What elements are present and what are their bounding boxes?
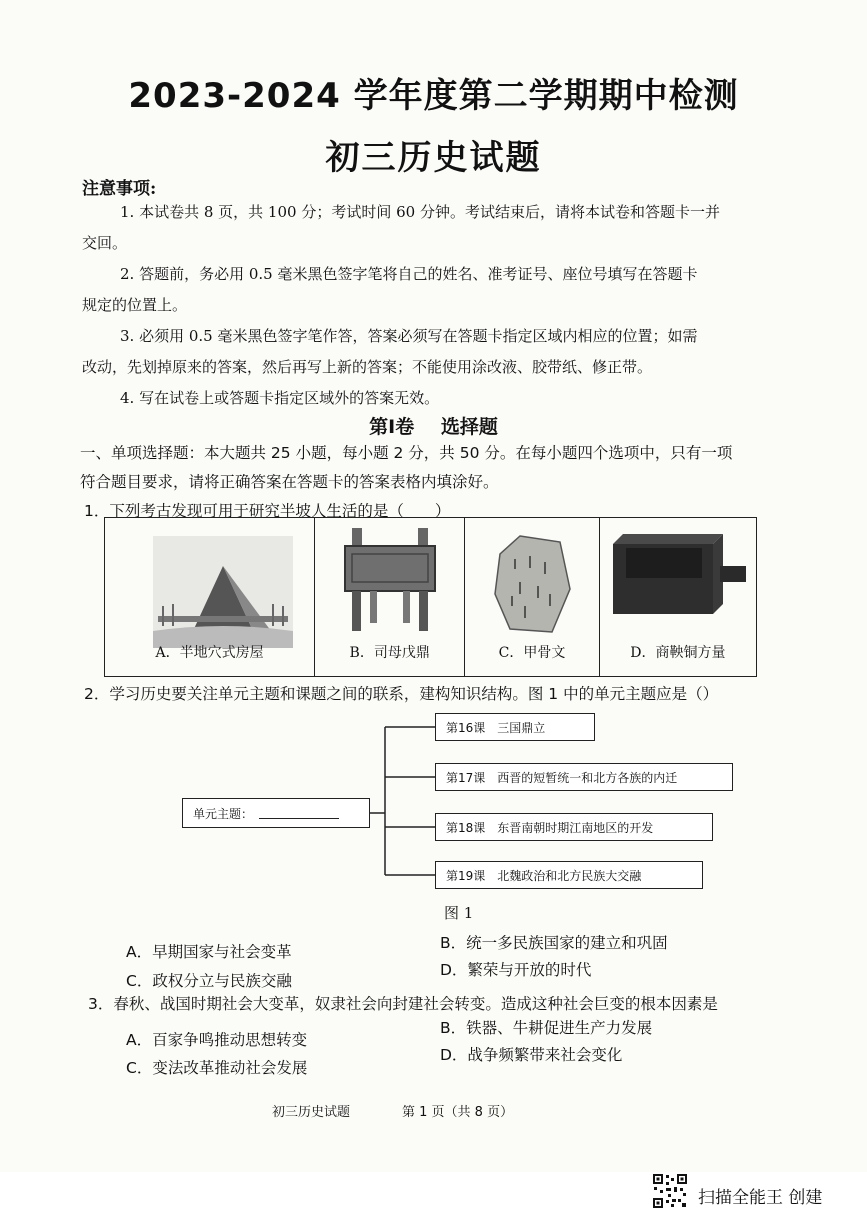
note-line: 4. 写在试卷上或答题卡指定区域外的答案无效。 <box>120 389 440 407</box>
option-d-label: D．商鞅铜方量 <box>630 645 726 661</box>
note-line: 2. 答题前，务必用 0.5 毫米黑色签字笔将自己的姓名、准考证号、座位号填写在答题卡 <box>120 265 698 283</box>
unit-theme-label: 单元主题： <box>193 806 254 821</box>
part-intro: 符合题目要求，请将正确答案在答题卡的答案表格内填涂好。 <box>80 473 499 491</box>
option-a-label: A．半地穴式房屋 <box>155 645 264 661</box>
q3-option-c: C．变法改革推动社会发展 <box>126 1059 308 1077</box>
question-1-stem: 1．下列考古发现可用于研究半坡人生活的是（ ） <box>84 502 451 520</box>
lesson-box: 第16课 三国鼎立 <box>435 713 595 741</box>
question-2-stem: 2．学习历史要关注单元主题和课题之间的联系，建构知识结构。图 1 中的单元主题应是（） <box>84 685 719 703</box>
oracle-bone-image <box>490 534 575 634</box>
footer-subject: 初三历史试题 <box>272 1105 351 1120</box>
question-1-image-table <box>104 517 757 677</box>
section-title: 第Ⅰ卷 选择题 <box>369 416 498 438</box>
pit-house-image <box>153 536 293 648</box>
lesson-box: 第17课 西晋的短暂统一和北方各族的内迁 <box>435 763 733 791</box>
footer-page-number: 第 1 页（共 8 页） <box>402 1105 514 1120</box>
exam-title: 2023-2024 学年度第二学期期中检测 <box>128 76 739 116</box>
answer-blank <box>259 808 339 819</box>
notes-heading: 注意事项: <box>82 179 157 199</box>
q2-option-d: D．繁荣与开放的时代 <box>440 961 592 979</box>
option-a-cell <box>105 518 315 676</box>
bronze-measure-image <box>608 526 748 618</box>
option-c-cell <box>465 518 599 676</box>
note-line: 3. 必须用 0.5 毫米黑色签字笔作答，答案必须写在答题卡指定区域内相应的位置；如需 <box>120 327 698 345</box>
q2-option-c: C．政权分立与民族交融 <box>126 972 292 990</box>
note-line: 规定的位置上。 <box>82 296 188 314</box>
q3-option-d: D．战争频繁带来社会变化 <box>440 1046 623 1064</box>
note-line: 改动，先划掉原来的答案，然后再写上新的答案；不能使用涂改液、胶带纸、修正带。 <box>82 358 653 376</box>
q3-option-a: A．百家争鸣推动思想转变 <box>126 1031 308 1049</box>
note-line: 交回。 <box>82 234 128 252</box>
figure-caption: 图 1 <box>444 904 474 922</box>
option-d-cell <box>600 518 756 676</box>
note-line: 1. 本试卷共 8 页，共 100 分；考试时间 60 分钟。考试结束后，请将本试卷和答题卡一并 <box>120 203 720 221</box>
q2-option-a: A．早期国家与社会变革 <box>126 943 292 961</box>
option-c-label: C．甲骨文 <box>498 645 566 661</box>
q2-option-b: B．统一多民族国家的建立和巩固 <box>440 934 668 952</box>
lesson-box: 第18课 东晋南朝时期江南地区的开发 <box>435 813 713 841</box>
part-intro: 一、单项选择题：本大题共 25 小题，每小题 2 分，共 50 分。在每小题四个选项中，只有一项 <box>80 444 733 462</box>
exam-subtitle: 初三历史试题 <box>325 138 542 178</box>
q3-option-b: B．铁器、牛耕促进生产力发展 <box>440 1019 653 1037</box>
option-b-label: B．司母戊鼎 <box>349 645 430 661</box>
unit-theme-box <box>182 798 370 828</box>
question-3-stem: 3．春秋、战国时期社会大变革，奴隶社会向封建社会转变。造成这种社会巨变的根本因素是 <box>88 995 718 1013</box>
option-b-cell <box>315 518 465 676</box>
qr-code-icon <box>652 1173 688 1209</box>
unit-structure-diagram <box>180 705 740 895</box>
lesson-box: 第19课 北魏政治和北方民族大交融 <box>435 861 703 889</box>
scanner-watermark: 扫描全能王 创建 <box>698 1188 823 1208</box>
ding-vessel-image <box>340 528 440 633</box>
